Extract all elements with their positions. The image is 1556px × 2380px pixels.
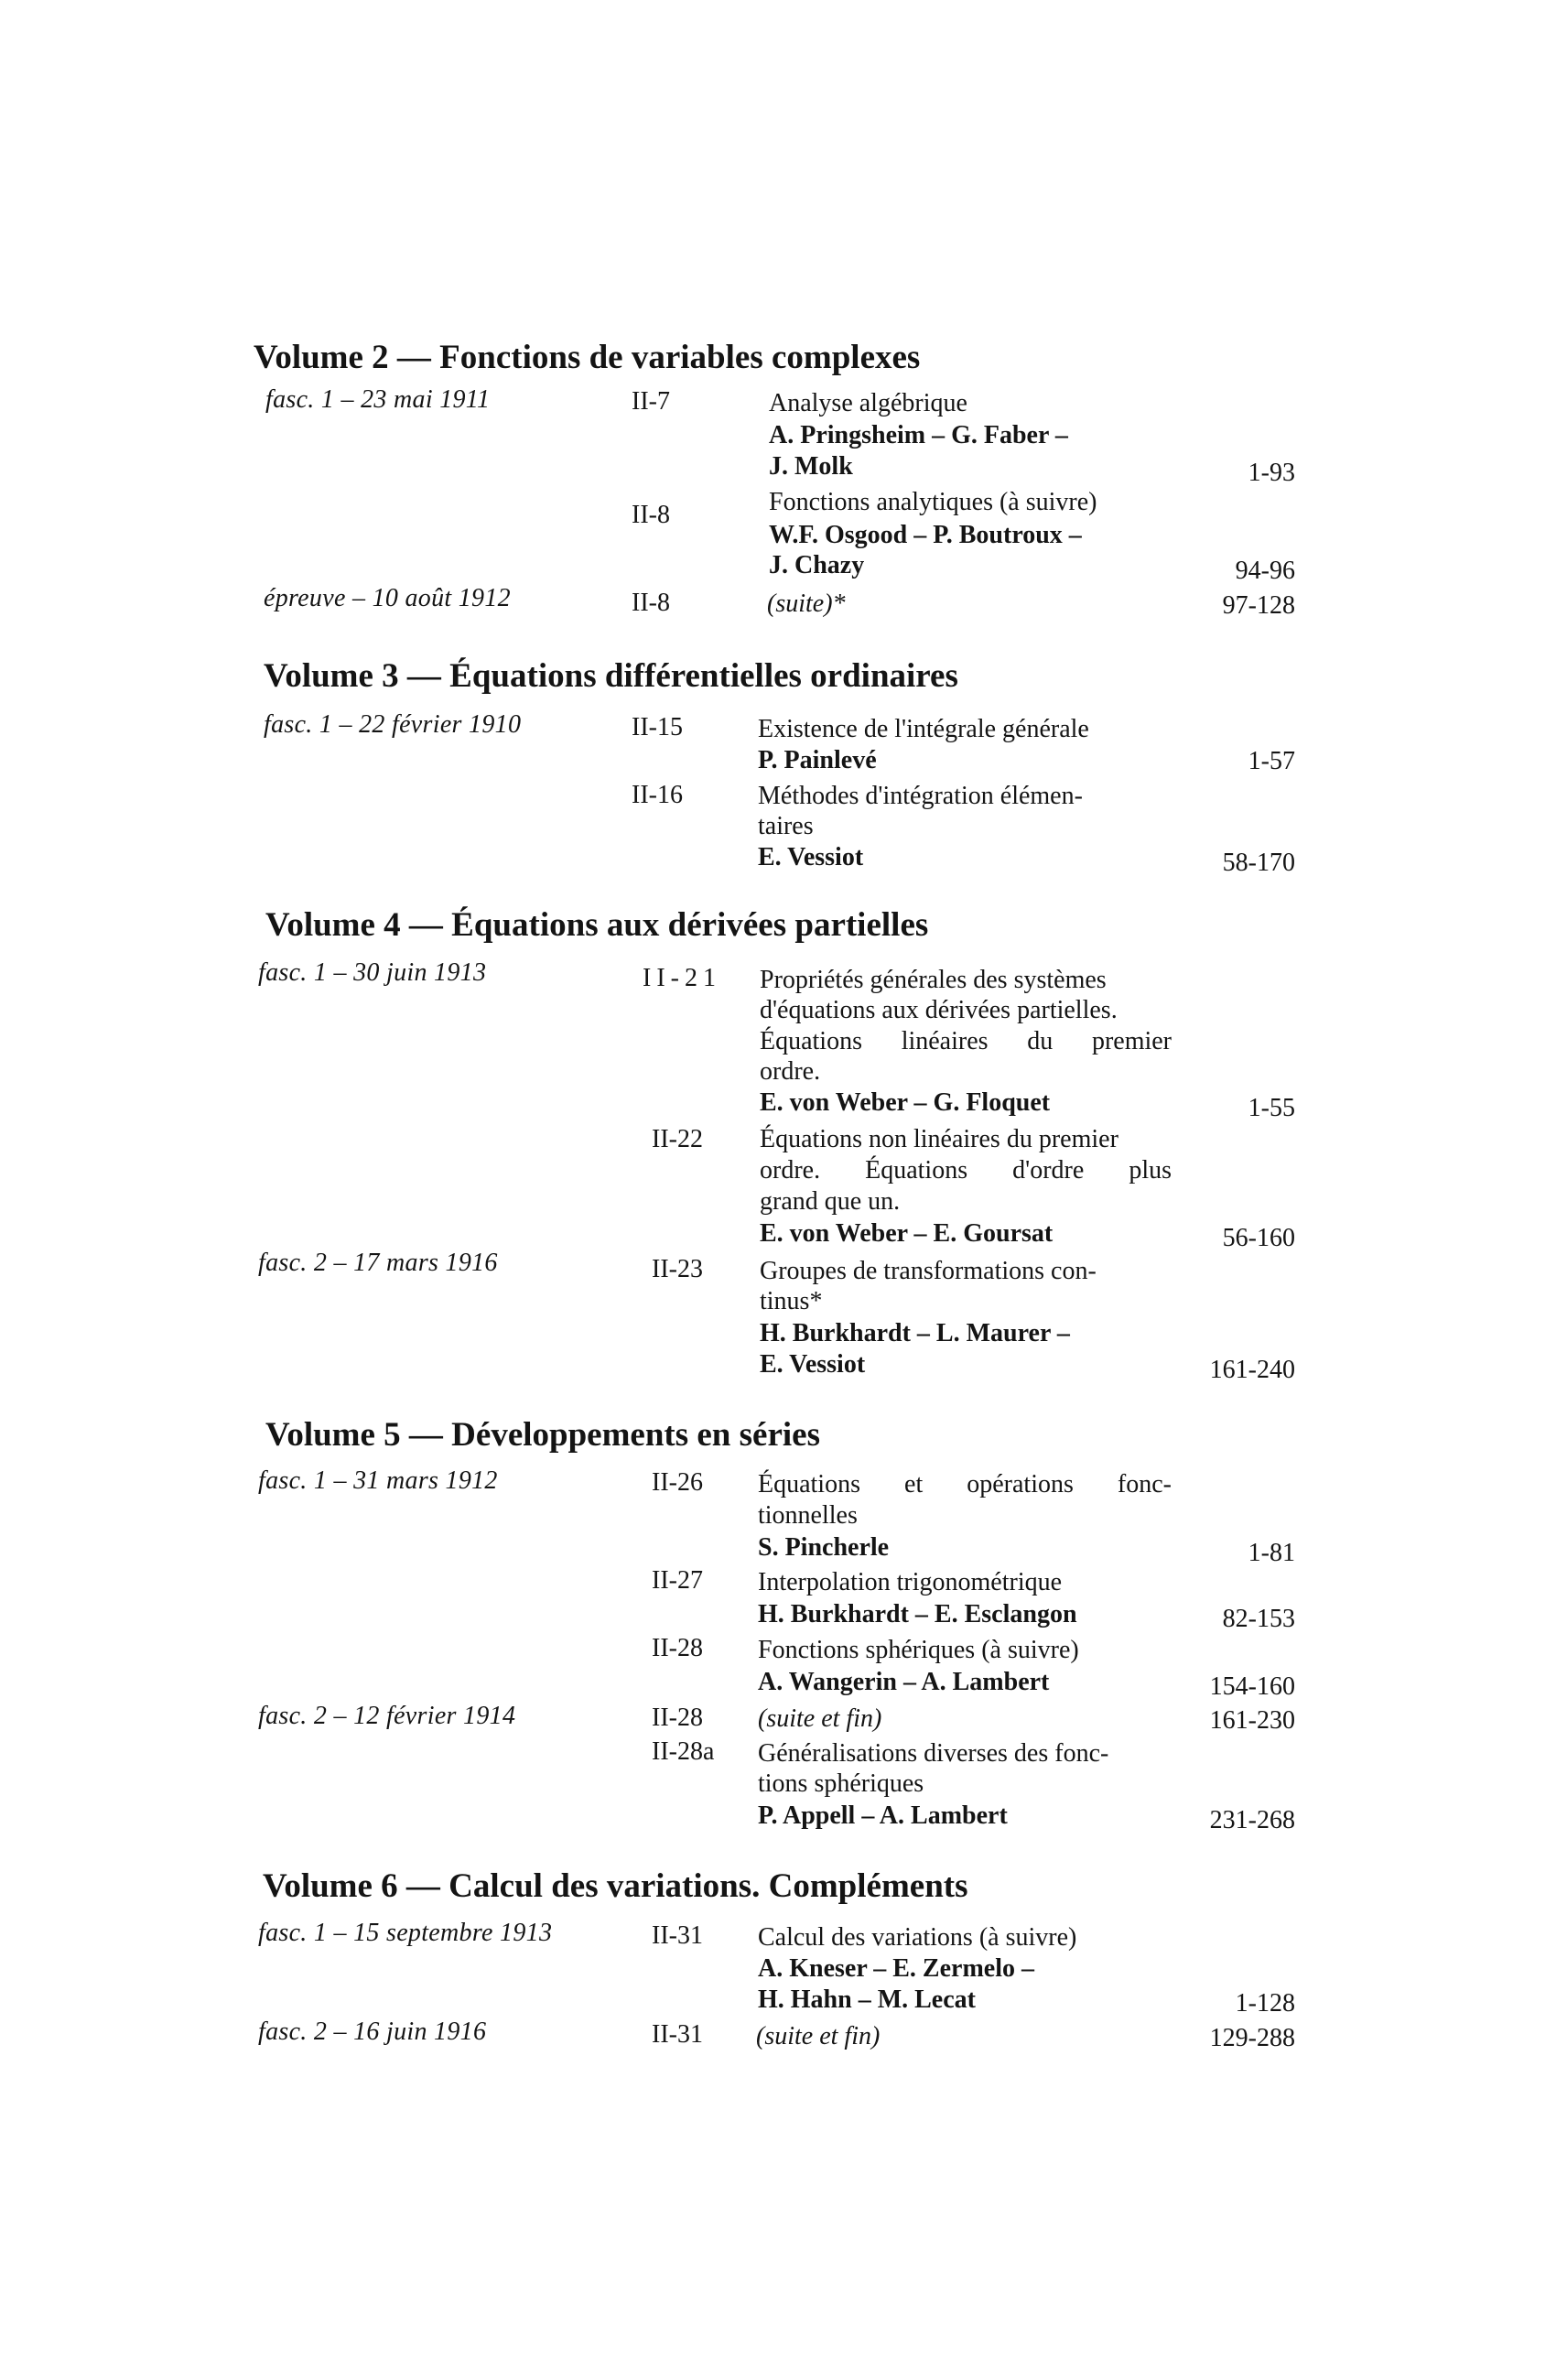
volume-4-line-8: grand que un. (760, 1187, 901, 1216)
volume-5-pages-3: 154-160 (1209, 1672, 1295, 1701)
volume-4-line-13: E. Vessiot (760, 1350, 866, 1379)
volume-5-fasc-2: fasc. 2 – 12 février 1914 (258, 1702, 516, 1730)
volume-2-code-3: II-8 (632, 589, 670, 617)
volume-3-line-4: taires (758, 812, 814, 840)
volume-2-title: Volume 2 — Fonctions de variables complexes (254, 339, 921, 376)
volume-2-line-5: W.F. Osgood – P. Boutroux – (769, 521, 1082, 549)
volume-2-line-7: (suite)* (767, 590, 846, 618)
volume-2-line-6: J. Chazy (769, 551, 865, 579)
volume-4-pages-3: 161-240 (1209, 1356, 1295, 1384)
volume-6-title: Volume 6 — Calcul des variations. Compléments (263, 1867, 968, 1905)
volume-5-title: Volume 5 — Développements en séries (265, 1416, 820, 1454)
volume-5-line-8: (suite et fin) (758, 1704, 882, 1733)
volume-4-line-3: Équations linéaires du premier (760, 1027, 1172, 1055)
volume-5-line-3: S. Pincherle (758, 1533, 890, 1562)
volume-5-fasc-1: fasc. 1 – 31 mars 1912 (258, 1466, 498, 1495)
volume-6-code-2: II-31 (652, 2020, 703, 2049)
volume-5-line-6: Fonctions sphériques (à suivre) (758, 1636, 1079, 1664)
volume-2-line-4: Fonctions analytiques (à suivre) (769, 488, 1097, 516)
volume-5-code-2: II-27 (652, 1566, 703, 1595)
volume-5-line-4: Interpolation trigonométrique (758, 1568, 1063, 1596)
volume-5-pages-2: 82-153 (1222, 1605, 1295, 1633)
volume-6-code-1: II-31 (652, 1921, 703, 1950)
volume-3-line-2: P. Painlevé (758, 746, 877, 774)
volume-6-line-2: A. Kneser – E. Zermelo – (758, 1954, 1034, 1983)
volume-4-line-10: Groupes de transformations con- (760, 1257, 1097, 1285)
volume-6-pages-2: 129-288 (1209, 2024, 1295, 2052)
volume-2-code-2: II-8 (632, 501, 670, 529)
volume-5-line-10: tions sphériques (758, 1769, 924, 1798)
volume-2-line-2: A. Pringsheim – G. Faber – (769, 421, 1068, 449)
volume-5-code-4: II-28 (652, 1704, 703, 1732)
volume-5-pages-1: 1-81 (1248, 1539, 1295, 1567)
volume-4-title: Volume 4 — Équations aux dérivées partielles (265, 906, 929, 944)
volume-3-line-5: E. Vessiot (758, 843, 864, 871)
volume-4-pages-2: 56-160 (1222, 1224, 1295, 1252)
volume-6-pages-1: 1-128 (1235, 1989, 1295, 2018)
volume-2-pages-3: 97-128 (1222, 591, 1295, 620)
volume-6-line-1: Calcul des variations (à suivre) (758, 1923, 1077, 1952)
volume-4-line-4: ordre. (760, 1057, 821, 1086)
volume-3-line-3: Méthodes d'intégration élémen- (758, 782, 1083, 810)
volume-3-code-2: II-16 (632, 781, 683, 809)
volume-3-line-1: Existence de l'intégrale générale (758, 715, 1089, 743)
volume-5-code-3: II-28 (652, 1634, 703, 1662)
volume-4-code-3: II-23 (652, 1255, 703, 1283)
volume-3-code-1: II-15 (632, 713, 683, 741)
volume-3-pages-2: 58-170 (1222, 849, 1295, 877)
volume-2-line-1: Analyse algébrique (769, 389, 967, 417)
volume-5-line-7: A. Wangerin – A. Lambert (758, 1668, 1050, 1696)
volume-2-line-3: J. Molk (769, 452, 853, 481)
volume-6-fasc-2: fasc. 2 – 16 juin 1916 (258, 2018, 487, 2046)
volume-4-fasc-1: fasc. 1 – 30 juin 1913 (258, 958, 487, 987)
volume-4-line-11: tinus* (760, 1287, 823, 1315)
volume-2-pages-1: 1-93 (1248, 459, 1295, 487)
volume-2-fasc-2: épreuve – 10 août 1912 (264, 584, 511, 612)
volume-6-line-4: (suite et fin) (756, 2022, 881, 2050)
volume-3-pages-1: 1-57 (1248, 747, 1295, 775)
volume-2-pages-2: 94-96 (1235, 557, 1295, 585)
volume-4-code-2: II-22 (652, 1125, 703, 1153)
volume-5-line-5: H. Burkhardt – E. Esclangon (758, 1600, 1077, 1628)
volume-5-line-9: Généralisations diverses des fonc- (758, 1739, 1109, 1768)
volume-5-line-11: P. Appell – A. Lambert (758, 1801, 1008, 1830)
volume-4-line-2: d'équations aux dérivées partielles. (760, 996, 1118, 1024)
volume-5-line-2: tionnelles (758, 1501, 858, 1530)
volume-4-line-12: H. Burkhardt – L. Maurer – (760, 1319, 1070, 1347)
volume-5-pages-5: 231-268 (1209, 1806, 1295, 1834)
volume-4-line-6: Équations non linéaires du premier (760, 1125, 1118, 1153)
volume-4-fasc-2: fasc. 2 – 17 mars 1916 (258, 1249, 498, 1277)
volume-3-fasc-1: fasc. 1 – 22 février 1910 (264, 710, 522, 739)
volume-4-line-1: Propriétés générales des systèmes (760, 966, 1107, 994)
volume-4-line-7: ordre. Équations d'ordre plus (760, 1156, 1172, 1185)
volume-6-fasc-1: fasc. 1 – 15 septembre 1913 (258, 1919, 553, 1947)
volume-4-pages-1: 1-55 (1248, 1094, 1295, 1122)
volume-5-code-5: II-28a (652, 1737, 715, 1766)
volume-6-line-3: H. Hahn – M. Lecat (758, 1985, 976, 2014)
volume-5-pages-4: 161-230 (1209, 1706, 1295, 1735)
volume-5-line-1: Équations et opérations fonc- (758, 1470, 1172, 1498)
volume-4-line-5: E. von Weber – G. Floquet (760, 1088, 1051, 1117)
volume-2-code-1: II-7 (632, 387, 670, 416)
volume-4-code-1: II-21 (643, 964, 721, 992)
volume-3-title: Volume 3 — Équations différentielles ordinaires (264, 657, 958, 695)
volume-2-fasc-1: fasc. 1 – 23 mai 1911 (265, 385, 491, 414)
volume-4-line-9: E. von Weber – E. Goursat (760, 1219, 1054, 1248)
volume-5-code-1: II-26 (652, 1468, 703, 1497)
